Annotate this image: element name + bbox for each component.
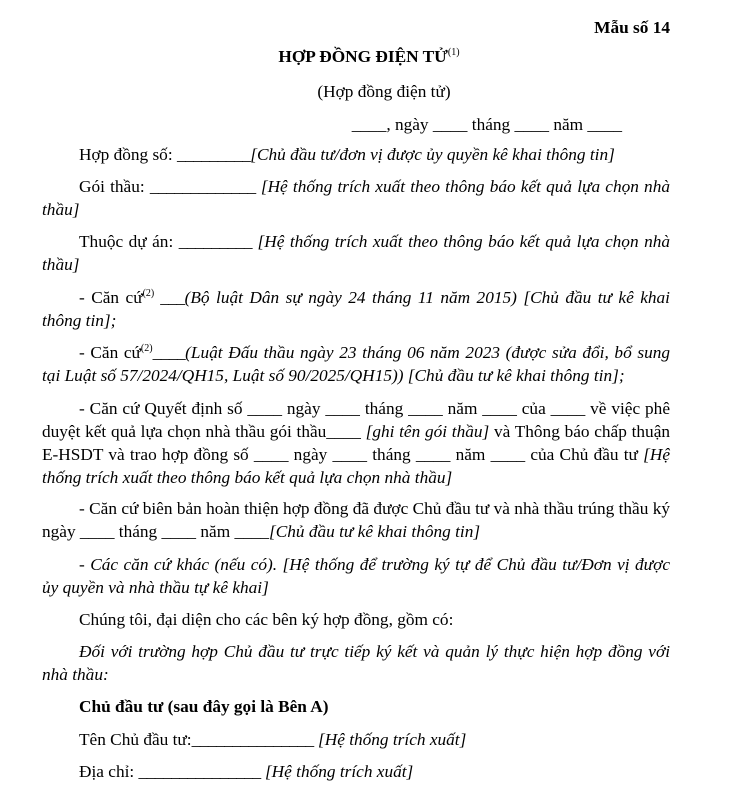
field-hint: [Hệ thống trích xuất theo thông báo kết quả lựa chọn nhà thầu]	[42, 177, 670, 219]
decision-hint-2: [Hệ thống trích xuất theo thông báo kết quả lựa chọn nhà thầu]	[42, 445, 670, 487]
field-label: Tên Chủ đầu tư:	[79, 730, 192, 749]
basis-prefix: - Căn cứ	[79, 288, 143, 307]
package-field	[42, 175, 670, 221]
document-title	[42, 47, 670, 67]
footnote-ref: (2)	[140, 343, 153, 355]
document-subtitle: (Hợp đồng điện tử)	[317, 82, 451, 101]
basis-decision	[42, 397, 670, 489]
parties-intro: Chúng tôi, đại diện cho các bên ký hợp đồng, gồm có:	[79, 610, 454, 629]
basis-prefix: - Căn cứ	[79, 343, 141, 362]
field-blank[interactable]: _________	[178, 232, 253, 251]
basis-blank[interactable]: ____	[152, 343, 186, 362]
basis-text: (Luật Đấu thầu ngày 23 tháng 06 năm 2023 (được sửa đổi, bổ sung tại Luật số 57/2024/QH15, Luật số 90/2025/QH15)) [Chủ đầu tư kê khai thông tin];	[42, 343, 670, 385]
case-note: Đối với trường hợp Chủ đầu tư trực tiếp ký kết và quản lý thực hiện hợp đồng với nhà thầu:	[42, 642, 670, 684]
basis-other: - Các căn cứ khác (nếu có). [Hệ thống để trường ký tự để Chủ đầu tư/Đơn vị được ủy quyền và nhà thầu tự kê khai]	[42, 555, 670, 597]
party-a-heading: Chủ đầu tư (sau đây gọi là Bên A)	[79, 697, 329, 716]
field-blank[interactable]: _____________	[149, 177, 256, 196]
basis-blank[interactable]: ___	[154, 288, 185, 307]
field-hint: [Hệ thống trích xuất theo thông báo kết quả lựa chọn nhà thầu]	[42, 232, 670, 274]
party-a-name-field	[42, 728, 670, 751]
contract-number-field	[42, 143, 670, 166]
field-label: Thuộc dự án:	[79, 232, 179, 251]
field-blank[interactable]: _______________	[138, 762, 261, 781]
decision-text: - Căn cứ Quyết định số ____ ngày ____ tháng ____ năm ____ của ____ về việc phê duyệt kết quả lựa chọn nhà thầu gói thầu____	[42, 399, 670, 441]
basis-bidding-law	[42, 341, 670, 387]
field-label: Gói thầu:	[79, 177, 150, 196]
minutes-hint: [Chủ đầu tư kê khai thông tin]	[269, 522, 481, 541]
basis-civil-code	[42, 286, 670, 332]
field-hint: [Chủ đầu tư/đơn vị được ủy quyền kê khai thông tin]	[250, 145, 615, 164]
basis-minutes	[42, 497, 670, 543]
project-field	[42, 230, 670, 276]
decision-text-2: và Thông báo chấp thuận E-HSDT và trao hợp đồng số ____ ngày ____ tháng ____ năm ____ của Chủ đầu tư	[42, 422, 670, 464]
footnote-ref: (2)	[142, 288, 155, 300]
minutes-text: - Căn cứ biên bản hoàn thiện hợp đồng đã được Chủ đầu tư và nhà thầu trúng thầu ký ngày ____ tháng ____ năm ____	[42, 499, 670, 541]
party-a-address-field	[42, 760, 670, 783]
footnote-ref: (1)	[447, 47, 460, 59]
form-number: Mẫu số 14	[594, 18, 670, 37]
field-label: Hợp đồng số:	[79, 145, 177, 164]
basis-text: (Bộ luật Dân sự ngày 24 tháng 11 năm 2015) [Chủ đầu tư kê khai thông tin];	[42, 288, 670, 330]
field-blank[interactable]: _______________	[191, 730, 314, 749]
decision-hint: [ghi tên gói thầu]	[365, 422, 490, 441]
field-label: Địa chỉ:	[79, 762, 139, 781]
field-hint: [Hệ thống trích xuất]	[260, 762, 414, 781]
title-text: HỢP ĐỒNG ĐIỆN TỬ	[278, 47, 448, 66]
date-line: ____, ngày ____ tháng ____ năm ____	[351, 115, 622, 134]
field-blank[interactable]: _________	[176, 145, 251, 164]
field-hint: [Hệ thống trích xuất]	[313, 730, 467, 749]
